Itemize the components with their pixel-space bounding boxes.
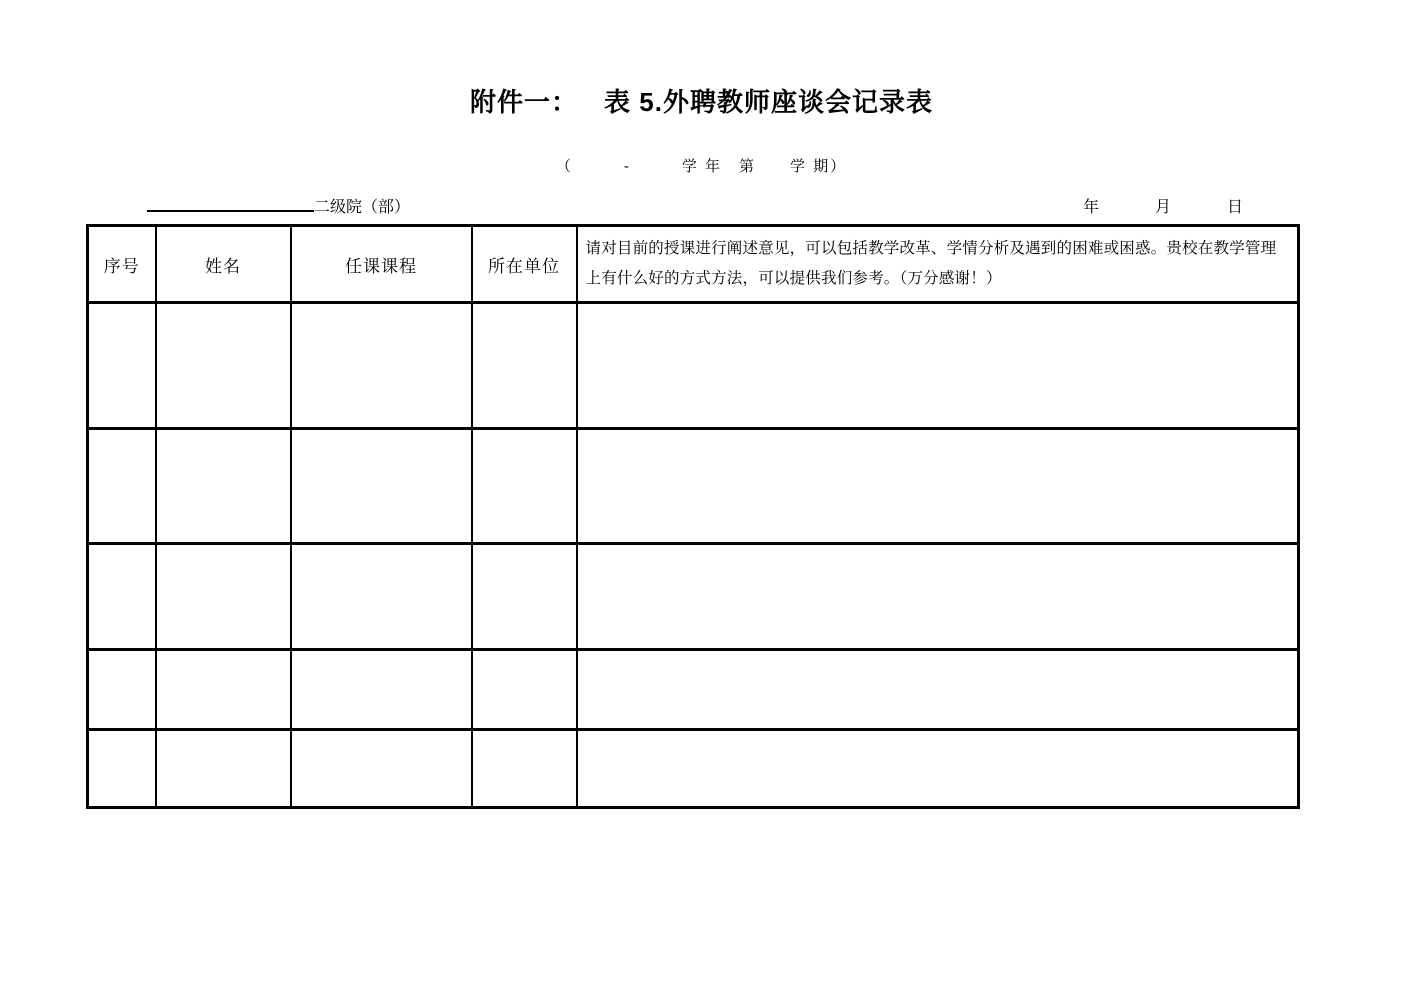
header-cell-index: 序号 [88, 226, 156, 303]
table-cell[interactable] [156, 730, 291, 808]
table-cell[interactable] [88, 650, 156, 730]
table-cell[interactable] [577, 650, 1299, 730]
table-cell[interactable] [472, 650, 577, 730]
page-title [0, 82, 1403, 119]
table-row [88, 650, 1299, 730]
document-title: 表 5.外聘教师座谈会记录表 [604, 87, 933, 117]
header-cell-unit: 所在单位 [472, 226, 577, 303]
table-cell[interactable] [577, 730, 1299, 808]
table-cell[interactable] [472, 303, 577, 429]
department-blank-underline[interactable] [147, 194, 314, 212]
table-body [88, 303, 1299, 808]
table-cell[interactable] [472, 730, 577, 808]
table-cell[interactable] [291, 730, 472, 808]
table-cell[interactable] [291, 429, 472, 544]
table-cell[interactable] [472, 544, 577, 650]
table-cell[interactable] [88, 544, 156, 650]
table-cell[interactable] [156, 544, 291, 650]
table-row [88, 544, 1299, 650]
table-cell[interactable] [577, 544, 1299, 650]
table-cell[interactable] [156, 650, 291, 730]
table-cell[interactable] [156, 303, 291, 429]
table-row [88, 303, 1299, 429]
table-cell[interactable] [472, 429, 577, 544]
department-line [147, 194, 410, 217]
date-month-label: 月 [1155, 199, 1172, 216]
date-day-label: 日 [1227, 199, 1244, 216]
table-cell[interactable] [156, 429, 291, 544]
table-cell[interactable] [291, 303, 472, 429]
date-year-label: 年 [1083, 199, 1100, 216]
header-cell-feedback-prompt: 请对目前的授课进行阐述意见，可以包括教学改革、学情分析及遇到的困难或困惑。贵校在教学管理上有什么好的方式方法，可以提供我们参考。（万分感谢！） [577, 226, 1299, 303]
table-row [88, 730, 1299, 808]
attachment-label: 附件一： [470, 87, 579, 117]
table-cell[interactable] [291, 650, 472, 730]
header-cell-course: 任课课程 [291, 226, 472, 303]
semester-line: （ - 学 年 第 学 期） [555, 158, 848, 175]
table-row [88, 429, 1299, 544]
department-label: 二级院（部） [314, 199, 411, 216]
header-cell-name: 姓名 [156, 226, 291, 303]
record-table [86, 224, 1300, 809]
table-cell[interactable] [291, 544, 472, 650]
table-cell[interactable] [88, 303, 156, 429]
table-cell[interactable] [577, 429, 1299, 544]
header-row [88, 226, 1299, 303]
table-cell[interactable] [88, 730, 156, 808]
date-line [1083, 194, 1243, 217]
table-cell[interactable] [88, 429, 156, 544]
table-cell[interactable] [577, 303, 1299, 429]
